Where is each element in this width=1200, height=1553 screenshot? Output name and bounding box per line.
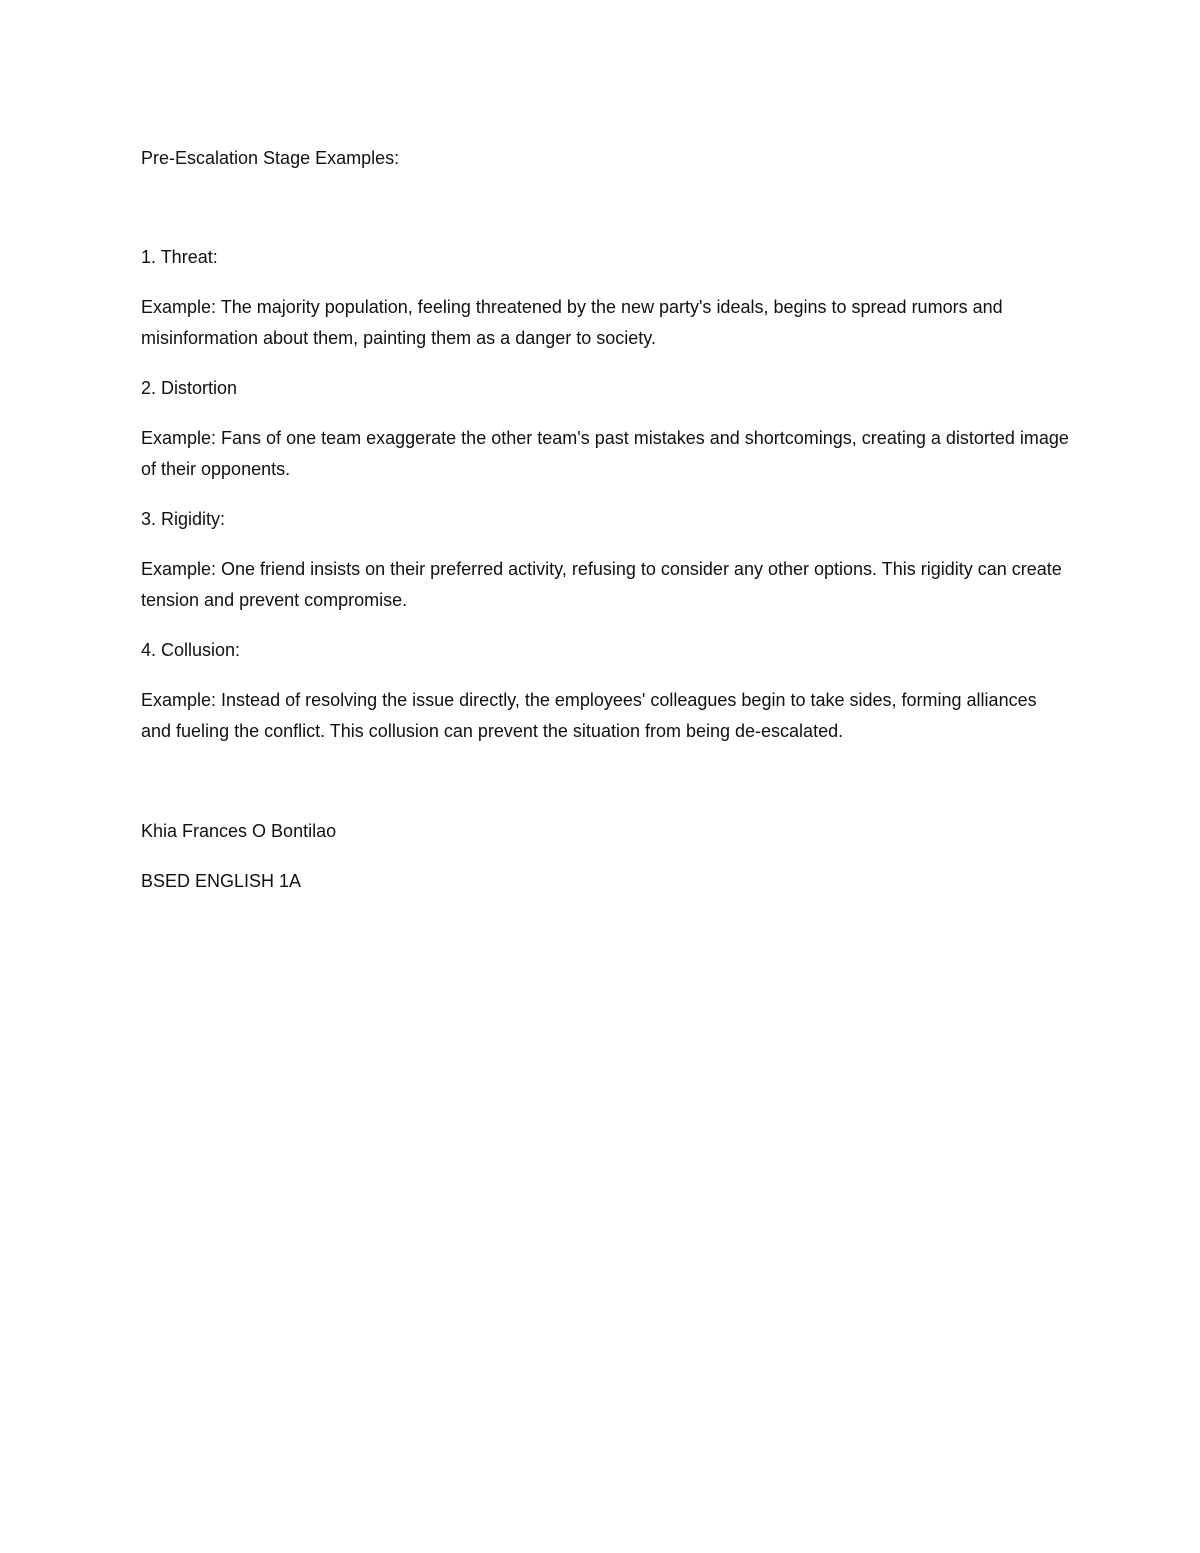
course-section: BSED ENGLISH 1A [141, 871, 302, 891]
section-heading-threat: 1. Threat: [141, 247, 218, 267]
section-example-rigidity: Example: One friend insists on their preferred activity, refusing to consider any other options. This rigidity can create tension and prevent compromise. [141, 559, 1062, 610]
section-example-collusion: Example: Instead of resolving the issue directly, the employees' colleagues begin to take sides, forming alliances and fueling the conflict. This collusion can prevent the situation from being de-escalated. [141, 690, 1037, 741]
document-title: Pre-Escalation Stage Examples: [141, 148, 400, 168]
author-name: Khia Frances O Bontilao [141, 821, 337, 841]
section-example-distortion: Example: Fans of one team exaggerate the other team's past mistakes and shortcomings, creating a distorted image of their opponents. [141, 428, 1069, 479]
section-heading-rigidity: 3. Rigidity: [141, 509, 226, 529]
section-heading-collusion: 4. Collusion: [141, 640, 241, 660]
section-heading-distortion: 2. Distortion [141, 378, 238, 398]
document-body [141, 143, 1071, 897]
section-example-threat: Example: The majority population, feeling threatened by the new party's ideals, begins to spread rumors and misinformation about them, painting them as a danger to society. [141, 297, 1003, 348]
